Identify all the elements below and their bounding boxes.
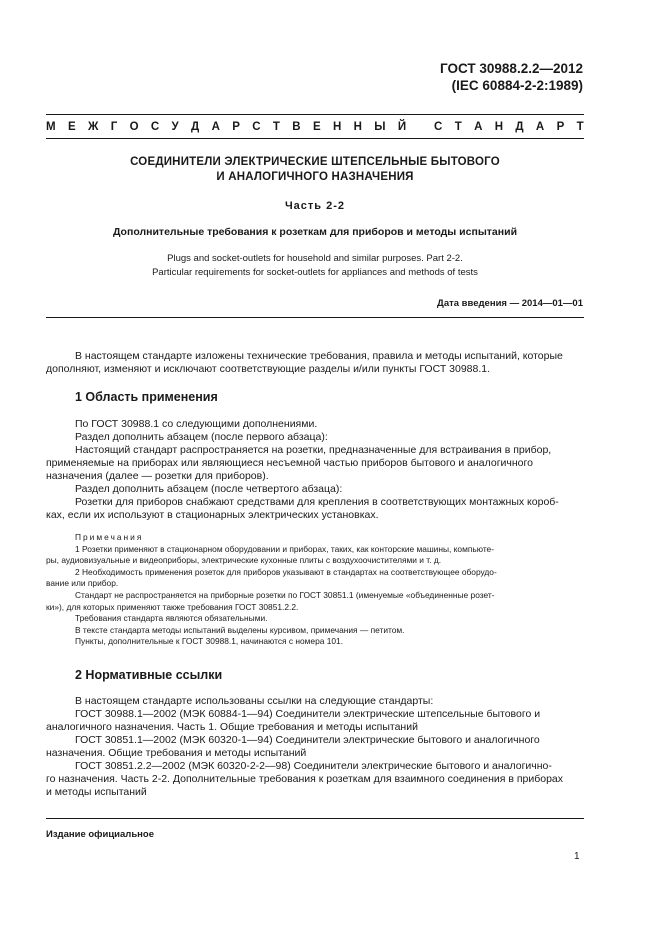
ref-2-line-1: ГОСТ 30851.1—2002 (МЭК 60320-1—94) Соединители электрические бытового и аналогичного xyxy=(75,734,540,746)
ref-1-line-2: аналогичного назначения. Часть 1. Общие требования и методы испытаний xyxy=(46,721,418,733)
banner-letter: С xyxy=(252,121,261,133)
scope-p2: Раздел дополнить абзацем (после первого абзаца): xyxy=(75,431,328,443)
banner-letter: Д xyxy=(515,121,524,133)
banner-letter: А xyxy=(535,121,545,133)
scope-p5-line-2: ках, если их используют в стационарных электрических установках. xyxy=(46,509,379,521)
banner-letter: Г xyxy=(110,121,118,133)
ref-3-line-1: ГОСТ 30851.2.2—2002 (МЭК 60320-2-2—98) Соединители электрические бытового и аналогично- xyxy=(75,760,552,772)
intro-line-2: дополняют, изменяют и исключают соответствующие разделы и/или пункты ГОСТ 30988.1. xyxy=(46,363,491,375)
ref-1-line-1: ГОСТ 30988.1—2002 (МЭК 60884-1—94) Соединители электрические штепсельные бытового и xyxy=(75,708,541,720)
banner-letter: В xyxy=(292,121,301,133)
page-number: 1 xyxy=(574,851,580,862)
banner-letter: У xyxy=(171,121,179,133)
banner-letter: А xyxy=(474,121,483,133)
banner-letter: Ж xyxy=(87,121,99,133)
scope-p4: Раздел дополнить абзацем (после четвертого абзаца): xyxy=(75,483,343,495)
note-1-line-1: 1 Розетки применяют в стационарном оборудовании и приборах, таких, как конторские машины, компьюте- xyxy=(75,543,495,554)
banner-letter: Н xyxy=(494,121,504,133)
banner-letter: М xyxy=(46,121,56,133)
banner-letter: Й xyxy=(397,121,407,133)
official-edition-label: Издание официальное xyxy=(46,829,154,840)
note-2-line-2: вание или прибор. xyxy=(46,578,119,589)
top-rule xyxy=(46,114,584,115)
scope-small-4: Пункты, дополнительные к ГОСТ 30988.1, начинаются с номера 101. xyxy=(75,636,344,647)
banner-letter: Е xyxy=(312,121,321,133)
banner-rule xyxy=(46,138,584,139)
document-title xyxy=(46,155,584,185)
scope-p3-line-3: назначения (далее — розетки для приборов). xyxy=(46,470,269,482)
note-2-line-1: 2 Необходимость применения розеток для приборов указывают в стандартах на соответствующее оборудо- xyxy=(75,566,497,577)
title-line-1: СОЕДИНИТЕЛИ ЭЛЕКТРИЧЕСКИЕ ШТЕПСЕЛЬНЫЕ БЫТОВОГО xyxy=(130,156,500,168)
ref-2-line-2: назначения. Общие требования и методы испытаний xyxy=(46,747,307,759)
standard-code: ГОСТ 30988.2.2—2012 xyxy=(440,61,583,76)
scope-small-3: В тексте стандарта методы испытаний выделены курсивом, примечания — петитом. xyxy=(75,624,405,635)
iec-code: (IEC 60884-2-2:1989) xyxy=(451,78,583,93)
scope-p3-line-1: Настоящий стандарт распространяется на розетки, предназначенные для встраивания в прибор, xyxy=(75,444,552,456)
english-title-line-1: Plugs and socket-outlets for household and similar purposes. Part 2-2. xyxy=(167,253,463,264)
english-title-line-2: Particular requirements for socket-outlets for appliances and methods of tests xyxy=(152,266,478,278)
english-title xyxy=(46,252,584,279)
refs-intro: В настоящем стандарте использованы ссылки на следующие стандарты: xyxy=(75,695,434,707)
banner-letter: Т xyxy=(576,121,584,133)
footer-rule xyxy=(46,818,584,819)
intro-paragraph xyxy=(46,350,584,376)
interstate-standard-banner xyxy=(46,120,584,134)
intro-line-1: В настоящем стандарте изложены технические требования, правила и методы испытаний, которые xyxy=(75,350,563,362)
banner-letter: Д xyxy=(191,121,200,133)
scope-small-1-line-2: ки»), для которых применяют также требования ГОСТ 30851.2.2. xyxy=(46,601,299,612)
banner-letter: С xyxy=(434,121,443,133)
banner-letter: Е xyxy=(67,121,76,133)
part-number: Часть 2-2 xyxy=(284,200,346,212)
scope-p1: По ГОСТ 30988.1 со следующими дополнениями. xyxy=(75,418,318,430)
scope-small-1-line-1: Стандарт не распространяется на приборные розетки по ГОСТ 30851.1 (именуемые «объединенные розет- xyxy=(75,589,495,600)
section-scope xyxy=(46,390,584,648)
banner-letter: С xyxy=(150,121,160,133)
banner-letter: Н xyxy=(332,121,342,133)
banner-letter: Р xyxy=(232,121,240,133)
effective-date: Дата введения — 2014—01—01 xyxy=(437,298,583,309)
banner-letter: Р xyxy=(556,121,565,133)
section-1-heading: 1 Область применения xyxy=(75,390,218,404)
banner-letter: Н xyxy=(353,121,362,133)
note-1-line-2: ры, аудиовизуальные и видеоприборы, электрические кухонные плиты с воздухоочистителями и т. д. xyxy=(46,555,442,566)
scope-p3-line-2: применяемые на приборах или являющиеся несъемной частью приборов бытового и аналогичного xyxy=(46,457,533,469)
section-2-heading: 2 Нормативные ссылки xyxy=(75,668,223,682)
date-rule xyxy=(46,317,584,318)
ref-3-line-2: го назначения. Часть 2-2. Дополнительные требования к розеткам для взаимного соединения в приборах xyxy=(46,773,564,785)
banner-letter: Т xyxy=(454,121,462,133)
banner-letter: А xyxy=(211,121,220,133)
ref-3-line-3: и методы испытаний xyxy=(46,786,147,798)
banner-letter: Т xyxy=(272,121,280,133)
notes-header: Примечания xyxy=(75,532,144,542)
title-line-2: И АНАЛОГИЧНОГО НАЗНАЧЕНИЯ xyxy=(216,171,414,183)
scope-p5-line-1: Розетки для приборов снабжают средствами для крепления в соответствующих монтажных короб- xyxy=(75,496,559,508)
scope-small-2: Требования стандарта являются обязательными. xyxy=(75,613,268,624)
banner-letter: О xyxy=(129,121,139,133)
document-subtitle: Дополнительные требования к розеткам для приборов и методы испытаний xyxy=(112,226,518,238)
section-normative-references xyxy=(46,668,584,799)
standard-code-block xyxy=(440,60,583,94)
banner-letter: Ы xyxy=(374,121,386,133)
banner-letter xyxy=(418,120,421,134)
